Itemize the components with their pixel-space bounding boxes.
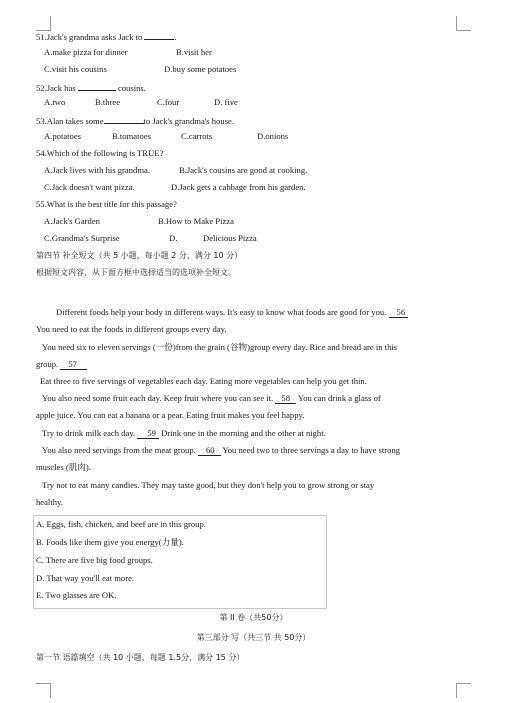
option-d: D. five bbox=[214, 97, 238, 107]
passage-line: Different foods help your body in different ways. It's easy to know what foods are good for you. 56 bbox=[56, 307, 408, 318]
question-52: 52.Jack has cousins. bbox=[36, 83, 146, 93]
section-heading: 第一节 语篇填空（共 10 小题，每题 1.5分，满分 15 分） bbox=[36, 653, 245, 662]
blank-56: 56 bbox=[389, 307, 409, 318]
question-54: 54.Which of the following is TRUE? bbox=[36, 148, 164, 158]
passage-line: You need to eat the foods in different groups every day. bbox=[36, 324, 227, 334]
box-option-a: A. Eggs, fish, chicken, and beef are in this group. bbox=[36, 519, 206, 529]
option-c: C.Grandma's Surprise bbox=[44, 233, 120, 243]
passage-line: muscles (肌肉). bbox=[36, 462, 91, 472]
passage-line: You need six to eleven servings (一份)from the grain (谷物)group every day. Rice and bread are in this bbox=[42, 342, 398, 352]
passage-line: Try to drink milk each day. 59 Drink one in the morning and the other at night. bbox=[42, 428, 326, 438]
answer-blank bbox=[104, 114, 144, 124]
option-d-text: Delicious Pizza bbox=[203, 233, 257, 243]
crop-mark-top-right bbox=[456, 16, 471, 31]
option-a: A.make pizza for dinner bbox=[44, 47, 128, 57]
passage-line: apple juice. You can eat a banana or a pear. Eating fruit makes you feel happy. bbox=[36, 410, 305, 420]
blank-58: 58 bbox=[275, 393, 296, 404]
section-instruction: 根据短文内容，从下面方框中选择适当的选项补全短文。 bbox=[36, 268, 236, 277]
crop-mark-bottom-left bbox=[36, 683, 51, 698]
option-b: B.How to Make Pizza bbox=[158, 216, 234, 226]
option-a: A.Jack lives with his grandma. bbox=[44, 165, 150, 175]
crop-mark-top-left bbox=[36, 16, 51, 31]
answer-blank bbox=[78, 81, 116, 91]
crop-mark-bottom-right bbox=[456, 683, 471, 698]
blank-60: 60 bbox=[198, 445, 221, 456]
blank-57: 57 bbox=[60, 359, 87, 370]
option-a: A.potatoes bbox=[44, 131, 81, 141]
box-option-d: D. That way you'll eat more. bbox=[36, 573, 135, 583]
option-a: A.two bbox=[44, 97, 66, 107]
passage-line: Eat three to five servings of vegetables each day. Eating more vegetables can help you get thin. bbox=[40, 376, 367, 386]
question-53: 53.Alan takes some to Jack's grandma's house. bbox=[36, 116, 234, 126]
option-c: C.four bbox=[157, 97, 180, 107]
passage-line: group. 57 bbox=[36, 359, 87, 370]
passage-line: healthy. bbox=[36, 497, 63, 507]
option-c: C.visit his cousins bbox=[44, 64, 107, 74]
box-option-e: E. Two glasses are OK. bbox=[36, 590, 117, 600]
blank-59: 59 bbox=[137, 428, 159, 439]
option-b: B.Jack's cousins are good at cooking. bbox=[179, 165, 308, 175]
section-heading: 第四节 补全短文（共 5 小题，每小题 2 分，满分 10 分） bbox=[36, 251, 243, 260]
option-row bbox=[44, 47, 128, 58]
option-row bbox=[176, 47, 212, 58]
option-b: B.tomatoes bbox=[112, 131, 151, 141]
passage-line: Try not to eat many candies. They may taste good, but they don't help you to grow strong or stay bbox=[42, 480, 375, 490]
box-option-c: C. There are five big food groups. bbox=[36, 555, 153, 565]
passage-line: You also need some fruit each day. Keep fruit where you can see it. 58 You can drink a glass of bbox=[42, 393, 381, 403]
option-row bbox=[44, 64, 107, 75]
option-c: C.carrots bbox=[181, 131, 213, 141]
question-55: 55.What is the best title for this passage? bbox=[36, 199, 177, 209]
option-b: B.visit her bbox=[176, 47, 212, 57]
option-d: D.Jack gets a cabbage from his garden. bbox=[171, 182, 306, 192]
option-c: C.Jack doesn't want pizza. bbox=[44, 182, 135, 192]
volume-heading: 第 II 卷（共50分） bbox=[219, 613, 288, 622]
box-option-b: B. Foods like them give you energy(力量). bbox=[36, 537, 184, 547]
option-a: A.Jack's Garden bbox=[44, 216, 100, 226]
option-d: D.onions bbox=[257, 131, 289, 141]
passage-line: You also need servings from the meat group. 60 You need two to three servings a day to have strong bbox=[42, 445, 401, 455]
part-heading: 第三部分 写（共三节 共 50分） bbox=[196, 633, 311, 642]
answer-blank bbox=[144, 30, 174, 40]
option-d: D. bbox=[169, 233, 178, 243]
option-row bbox=[164, 64, 236, 75]
option-b: B.three bbox=[95, 97, 121, 107]
question-51: 51.Jack's grandma asks Jack to . bbox=[36, 32, 177, 42]
option-d: D.buy some potatoes bbox=[164, 64, 237, 74]
